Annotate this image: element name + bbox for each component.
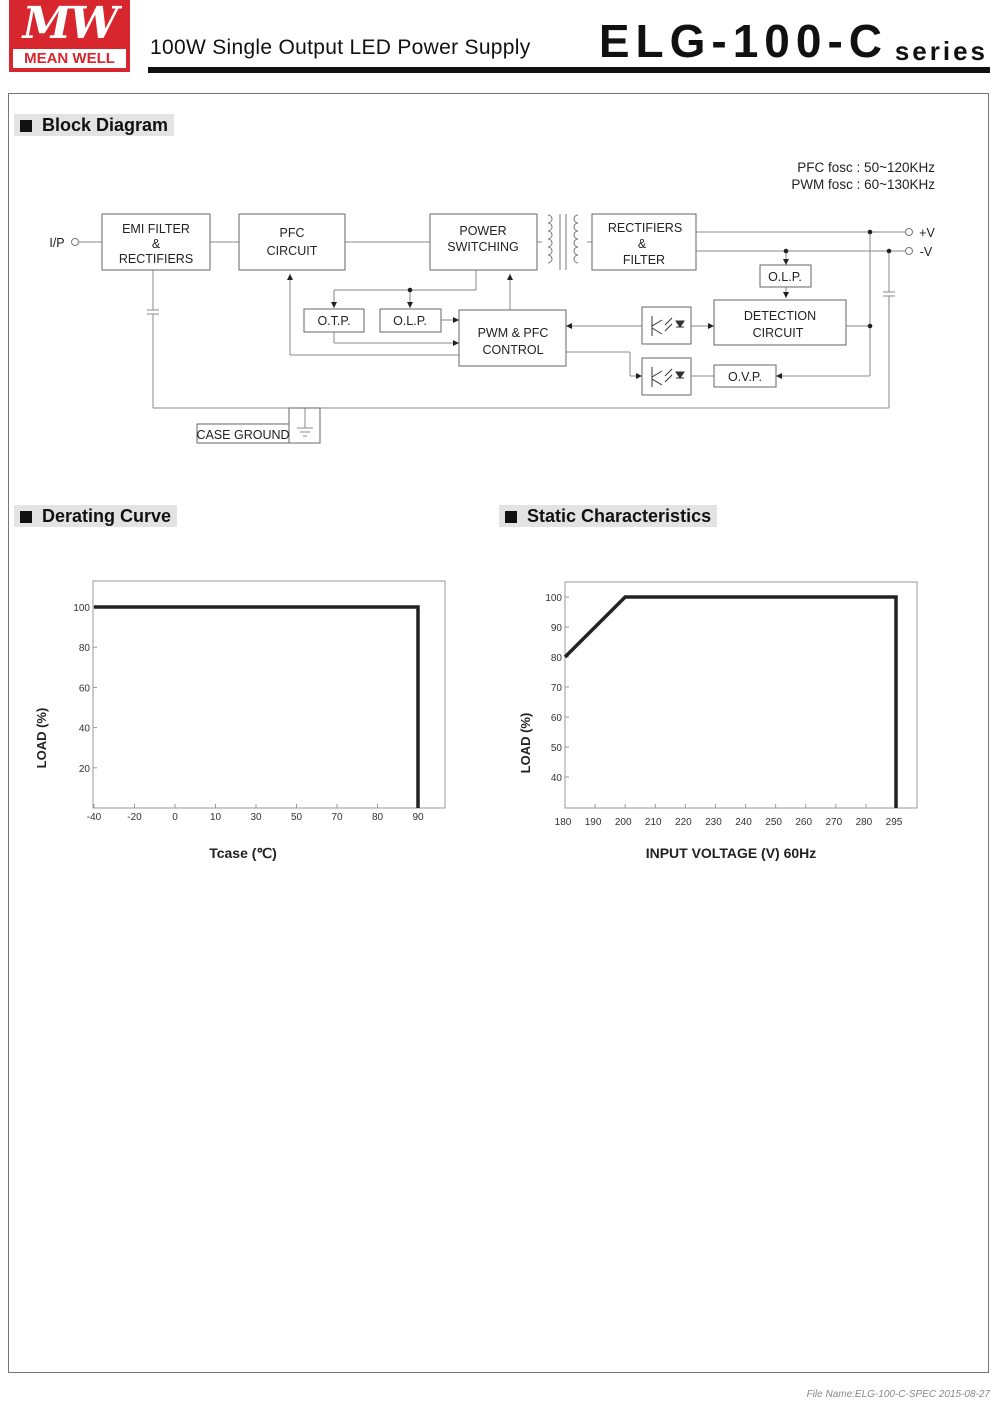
opto-icons [652,316,684,387]
static-characteristics-title [499,505,717,527]
detection-line-2: CIRCUIT [752,326,804,340]
olp-label: O.L.P. [393,314,427,328]
derating-xtick-label: 70 [331,812,343,823]
derating-xtick-label: 90 [412,812,424,823]
brand-logo-mark: MW [22,0,117,49]
output-neg-terminal-icon [906,248,913,255]
output-neg-label: -V [919,245,933,259]
static-chart [480,560,960,880]
input-terminal-icon [72,239,79,246]
power-line-2: SWITCHING [447,240,519,254]
derating-xtick-label: 30 [250,812,262,823]
ovp-label: O.V.P. [727,370,763,384]
pfc-line-2: CIRCUIT [266,244,318,258]
pfc-circuit-block [239,214,345,270]
pwm-line-1: PWM & PFC [477,326,549,340]
static-xtick-label: 240 [735,817,752,828]
opto-coupler-1 [642,307,691,344]
derating-xtick-label: 0 [172,812,178,823]
static-xtick-label: 295 [885,817,903,828]
static-characteristics-title-text: Static Characteristics [527,506,712,526]
emi-line-2: & [151,237,161,251]
rect-line-2: & [637,237,647,251]
static-xtick-label: 220 [675,817,692,828]
static-xlabel: INPUT VOLTAGE (V) 60Hz [645,845,817,861]
block-diagram [0,0,1000,460]
derating-xtick-label: -40 [86,812,102,823]
static-xtick-label: 260 [795,817,813,828]
derating-xtick-label: 50 [290,812,303,823]
bullet-icon [505,511,517,523]
static-ytick-label: 40 [550,773,562,784]
opto-coupler-2 [642,358,691,395]
derating-ytick-label: 60 [78,683,90,695]
derating-ytick-label: 40 [78,723,90,735]
series-label: series [894,36,988,66]
derating-ytick-label: 20 [78,763,90,775]
static-ylabel: LOAD (%) [518,712,533,774]
emi-line-1: EMI FILTER [122,222,190,236]
detection-line-1: DETECTION [743,309,817,323]
static-ytick-label: 100 [545,593,562,604]
transformer-icon [548,214,578,270]
derating-xlabel: Tcase (℃) [209,845,277,861]
input-label: I/P [49,236,65,250]
derating-curve-title-text: Derating Curve [42,506,172,526]
static-ytick-label: 90 [550,623,562,634]
static-ytick-label: 70 [550,683,562,694]
derating-series-line [94,607,418,808]
pwm-line-2: CONTROL [482,343,544,357]
output-pos-terminal-icon [906,229,913,236]
static-xtick-label: 250 [765,817,782,828]
otp-label: O.T.P. [317,314,351,328]
derating-ylabel: LOAD (%) [34,707,49,769]
output-pos-label: +V [919,226,935,240]
derating-xtick-label: 80 [371,812,384,823]
static-xtick-label: 270 [825,817,843,828]
static-plot-area [565,582,917,808]
static-xtick-label: 200 [614,817,632,828]
derating-plot-area [93,581,445,808]
static-ytick-label: 80 [550,653,562,664]
rect-line-1: RECTIFIERS [607,221,683,235]
derating-ytick-label: 80 [78,643,90,655]
derating-ytick-label: 100 [73,603,90,614]
emi-line-3: RECTIFIERS [118,252,194,266]
rect-line-3: FILTER [622,253,666,267]
derating-chart [0,560,480,880]
derating-xtick-label: 10 [209,812,222,823]
case-ground-label: CASE GROUND [196,428,290,442]
static-xtick-label: 230 [705,817,722,828]
derating-xtick-label: -20 [127,812,142,823]
pwm-osc-label: PWM fosc : 60~130KHz [791,177,935,192]
bullet-icon [20,511,32,523]
footer-filename: File Name:ELG-100-C-SPEC 2015-08-27 [806,1389,990,1400]
static-ytick-label: 60 [550,713,562,724]
pfc-osc-label: PFC fosc : 50~120KHz [797,160,935,175]
brand-name: MEAN WELL [13,49,126,68]
derating-curve-title [14,505,177,527]
model-title: ELG-100-C [598,15,888,67]
block-diagram-title-text: Block Diagram [42,115,169,135]
static-xtick-label: 180 [554,817,572,828]
olp-output-label: O.L.P. [768,270,802,284]
static-ytick-label: 50 [550,743,562,754]
power-line-1: POWER [459,224,507,238]
page-subtitle: 100W Single Output LED Power Supply [150,36,531,59]
pfc-line-1: PFC [279,226,305,240]
static-xtick-label: 210 [644,817,662,828]
static-xtick-label: 280 [855,817,873,828]
static-xtick-label: 190 [584,817,602,828]
static-series-line [565,597,896,808]
